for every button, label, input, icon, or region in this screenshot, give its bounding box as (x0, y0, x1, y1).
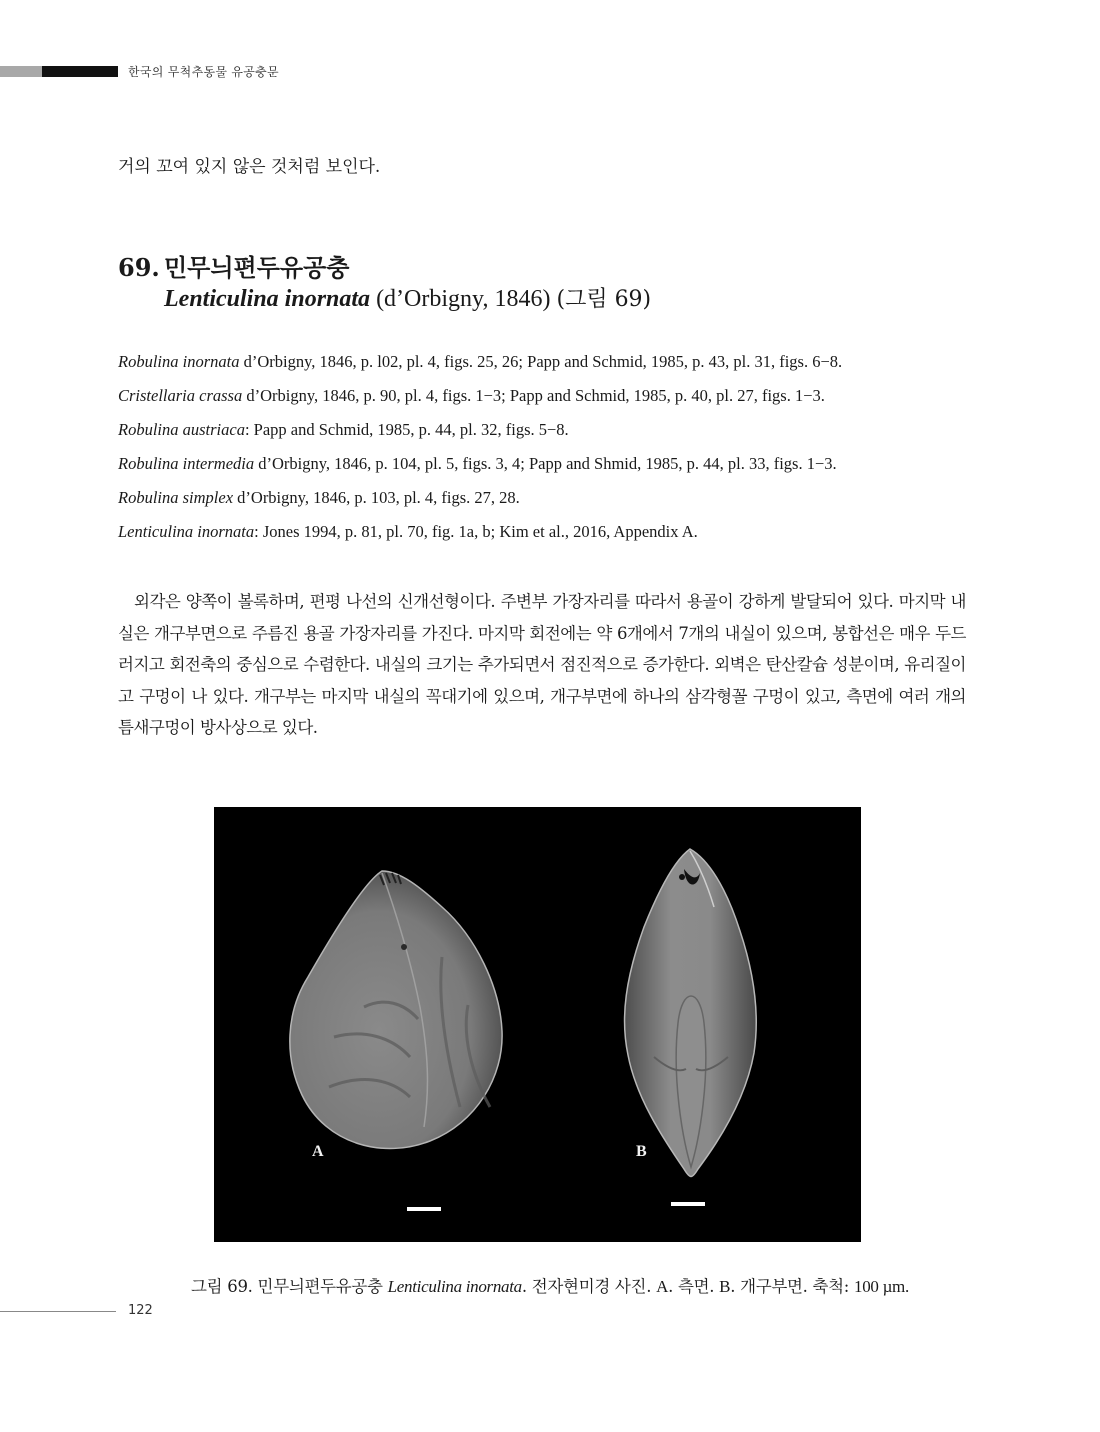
description-paragraph: 외각은 양쪽이 볼록하며, 편평 나선의 신개선형이다. 주변부 가장자리를 따라서 용골이 강하게 발달되어 있다. 마지막 내실은 개구부면으로 주름진 용골 가장자리를 가진다. 마지막 회전에는 약 6개에서 7개의 내실이 있으며, 봉합선은 매우 두드러지고 회전축의 중심으로 수렴한다. 내실의 크기는 추가되면서 점진적으로 증가한다. 외벽은 탄산칼슘 성분이며, 유리질이고 구멍이 나 있다. 개구부는 마지막 내실의 꼭대기에 있으며, 개구부면에 하나의 삼각형꼴 구멍이 있고, 측면에 여러 개의 틈새구멍이 방사상으로 있다. (118, 592, 966, 737)
synonym-reference: d’Orbigny, 1846, p. 103, pl. 4, figs. 27, 28. (233, 488, 520, 507)
species-heading (118, 248, 349, 283)
synonym-entry (118, 515, 988, 549)
synonym-entry (118, 379, 988, 413)
synonym-name: Robulina austriaca (118, 420, 245, 439)
synonym-name: Robulina intermedia (118, 454, 255, 473)
species-scientific-name: Lenticulina inornata (164, 286, 371, 312)
scale-bar-b (671, 1202, 705, 1206)
running-header: 한국의 무척추동물 유공충문 (128, 65, 279, 79)
synonym-name: Robulina simplex (118, 488, 234, 507)
synonym-entry (118, 345, 988, 379)
caption-scale: 100 µm. (854, 1277, 909, 1296)
synonym-entry (118, 447, 988, 481)
sem-micrographs (214, 807, 861, 1242)
synonym-name: Lenticulina inornata (118, 522, 255, 541)
synonym-reference: d’Orbigny, 1846, p. 104, pl. 5, figs. 3, 4; Papp and Shmid, 1985, p. 44, pl. 33, figs. 1−3. (254, 454, 837, 473)
figure-label-b: B (636, 1143, 647, 1160)
caption-scientific-name: Lenticulina inornata (387, 1277, 522, 1296)
synonym-name: Robulina inornata (118, 352, 240, 371)
synonym-entry (118, 413, 988, 447)
figure-caption (0, 1273, 1100, 1297)
caption-label-b: B (719, 1277, 731, 1296)
synonymy-list (118, 345, 988, 549)
specimen-a-side-view (290, 871, 502, 1149)
sem-figure (214, 807, 861, 1242)
synonym-reference: d’Orbigny, 1846, p. l02, pl. 4, figs. 25, 26; Papp and Schmid, 1985, p. 43, pl. 31, figs. 6−8. (239, 352, 843, 371)
header-bar-black (42, 66, 118, 77)
caption-label-a: A (656, 1277, 669, 1296)
page-number: 122 (128, 1303, 153, 1318)
specimen-b-apertural-view (625, 849, 757, 1177)
species-figure-reference: (그림 69) (556, 287, 652, 312)
caption-b-description: . 개구부면. 축척: (730, 1277, 855, 1296)
caption-method: . 전자현미경 사진. (521, 1277, 657, 1296)
intro-line: 거의 꼬여 있지 않은 것처럼 보인다. (118, 157, 381, 177)
synonym-entry (118, 481, 988, 515)
species-number: 69. (118, 253, 160, 282)
synonym-name: Cristellaria crassa (118, 386, 243, 405)
caption-a-description: . 측면. (668, 1277, 720, 1296)
synonym-reference: d’Orbigny, 1846, p. 90, pl. 4, figs. 1−3; Papp and Schmid, 1985, p. 40, pl. 27, figs. 1−3. (242, 386, 825, 405)
figure-label-a: A (312, 1143, 324, 1160)
caption-prefix: 그림 69. 민무늬편두유공충 (191, 1277, 388, 1296)
species-authority: (d’Orbigny, 1846) (370, 286, 557, 312)
scale-bar-a (407, 1207, 441, 1211)
species-korean-name: 민무늬편두유공충 (164, 253, 350, 282)
synonym-reference: : Papp and Schmid, 1985, p. 44, pl. 32, figs. 5−8. (244, 420, 569, 439)
synonym-reference: : Jones 1994, p. 81, pl. 70, fig. 1a, b; Kim et al., 2016, Appendix A. (254, 522, 698, 541)
header-bar-gray (0, 66, 42, 77)
footer-rule (0, 1311, 116, 1312)
species-scientific-heading (164, 282, 651, 313)
